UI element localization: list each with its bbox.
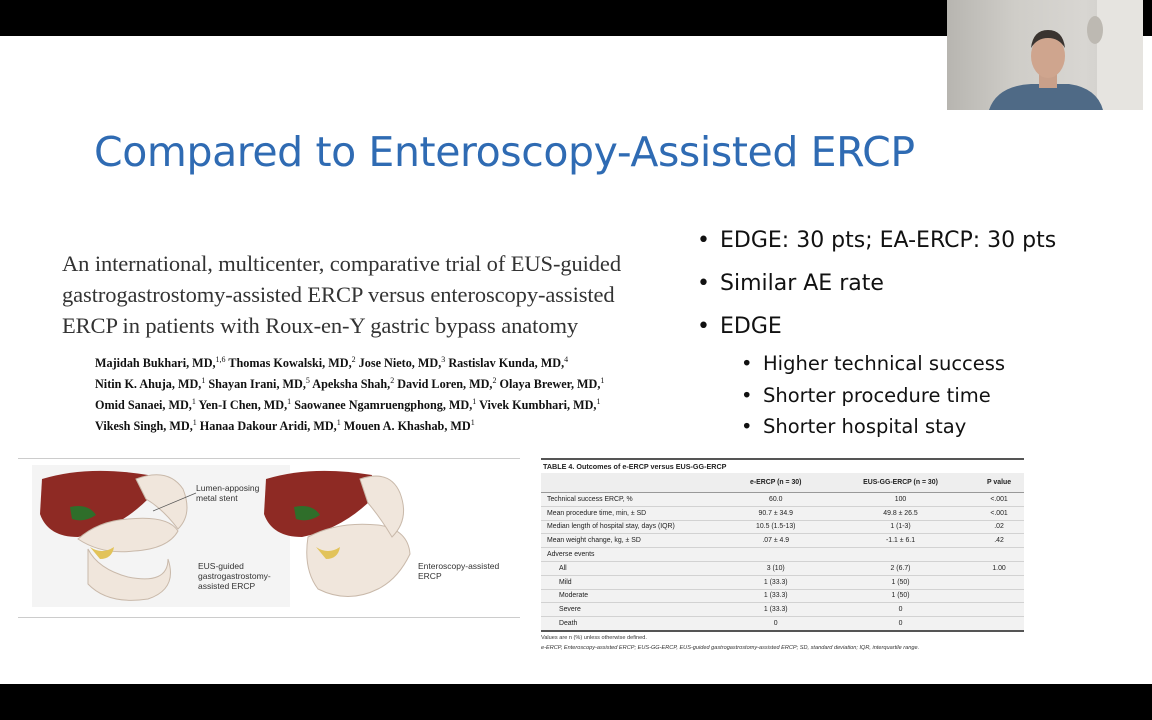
sub-bullet-hospital-stay: • Shorter hospital stay: [697, 411, 1137, 443]
presentation-slide: [0, 36, 1152, 684]
table-title: TABLE 4. Outcomes of e-ERCP versus EUS-GG-ERCP: [541, 458, 1024, 473]
author: Yen-I Chen, MD,$^1$: [198, 397, 292, 413]
author: Vikesh Singh, MD,$^1$: [95, 418, 197, 434]
author: Majidah Bukhari, MD,$^{1,6}$: [95, 355, 226, 371]
sub-bullet-procedure-time: • Shorter procedure time: [697, 380, 1137, 412]
author: Vivek Kumbhari, MD,$^1$: [479, 397, 601, 413]
author: Rastislav Kunda, MD,$^4$: [448, 355, 569, 371]
author: Omid Sanaei, MD,$^1$: [95, 397, 196, 413]
table-row: All 3 (10) 2 (6.7) 1.00: [541, 561, 1024, 575]
table-row: Mild 1 (33.3) 1 (50): [541, 575, 1024, 589]
paper-title-line: ERCP in patients with Roux-en-Y gastric bypass anatomy: [62, 313, 578, 338]
bullet-edge: • EDGE: [697, 305, 1137, 348]
author: Jose Nieto, MD,$^3$: [358, 355, 446, 371]
table-footnote: Values are n (%) unless otherwise defined.: [541, 634, 647, 641]
author: Apeksha Shah,$^2$: [312, 376, 395, 392]
anatomy-illustration: [18, 459, 520, 617]
anatomy-figure: [18, 458, 520, 618]
table-row: Death 0 0: [541, 617, 1024, 631]
author-list: [95, 351, 662, 435]
outcomes-table: [541, 473, 1024, 632]
table-header: P value: [974, 473, 1024, 493]
slide-title: Compared to Enteroscopy-Assisted ERCP: [94, 128, 915, 176]
table-header-row: [541, 473, 1024, 493]
table-row: Mean weight change, kg, ± SD .07 ± 4.9 -1.1 ± 6.1 .42: [541, 534, 1024, 548]
paper-title: [62, 248, 662, 341]
letterbox-bottom: [0, 684, 1152, 720]
bullet-patient-counts: • EDGE: 30 pts; EA-ERCP: 30 pts: [697, 219, 1137, 262]
author: Olaya Brewer, MD,$^1$: [499, 376, 605, 392]
author: Shayan Irani, MD,$^5$: [208, 376, 310, 392]
author: David Loren, MD,$^2$: [397, 376, 497, 392]
bullet-list: [697, 219, 1137, 443]
table-row: Technical success ERCP, % 60.0 100 <.001: [541, 493, 1024, 507]
table-header: EUS-GG-ERCP (n = 30): [827, 473, 974, 493]
paper-title-line: An international, multicenter, comparative trial of EUS-guided: [62, 251, 621, 276]
paper-citation: [62, 248, 662, 435]
table-row: Median length of hospital stay, days (IQR) 10.5 (1.5-13) 1 (1-3) .02: [541, 520, 1024, 534]
author: Hanaa Dakour Aridi, MD,$^1$: [199, 418, 341, 434]
paper-title-line: gastrogastrostomy-assisted ERCP versus enteroscopy-assisted: [62, 282, 615, 307]
table-header: e-ERCP (n = 30): [725, 473, 827, 493]
table-header: [541, 473, 725, 493]
ea-label: Enteroscopy-assisted ERCP: [418, 561, 500, 581]
author: Thomas Kowalski, MD,$^2$: [228, 355, 356, 371]
table-abbreviations: e-ERCP, Enteroscopy-assisted ERCP; EUS-GG-ERCP, EUS-guided gastrogastrostomy-assisted ERCP; SD, standard deviation; IQR, interquartile range.: [541, 645, 920, 652]
table-row: Mean procedure time, min, ± SD 90.7 ± 34.9 49.8 ± 26.5 <.001: [541, 506, 1024, 520]
author: Mouen A. Khashab, $MD^1$: [343, 418, 475, 434]
author: Saowanee Ngamruengphong, MD,$^1$: [294, 397, 477, 413]
table-row: Adverse events: [541, 548, 1024, 562]
bullet-ae-rate: • Similar AE rate: [697, 262, 1137, 305]
stent-label: Lumen-apposing metal stent: [196, 483, 260, 503]
presenter-video: [947, 0, 1143, 110]
background-object: [1087, 16, 1103, 44]
table-row: Moderate 1 (33.3) 1 (50): [541, 589, 1024, 603]
outcomes-table-panel: [541, 458, 1024, 653]
eus-label: EUS-guided gastrogastrostomy-assisted ERCP: [198, 561, 271, 591]
wall-light: [1097, 0, 1143, 110]
webcam-video-feed[interactable]: [947, 0, 1143, 110]
author: Nitin K. Ahuja, MD,$^1$: [95, 376, 206, 392]
sub-bullet-technical-success: • Higher technical success: [697, 348, 1137, 380]
table-row: Severe 1 (33.3) 0: [541, 603, 1024, 617]
